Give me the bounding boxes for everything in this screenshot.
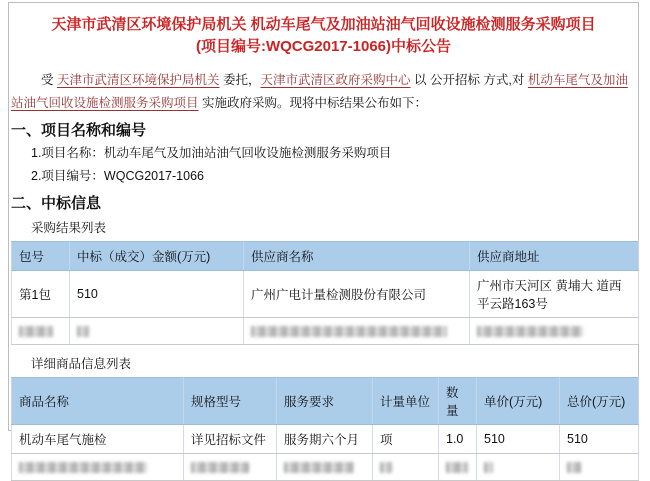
result-header-supplier: 供应商名称 bbox=[244, 242, 470, 271]
detail-header-total-price: 总价(万元) bbox=[560, 378, 639, 425]
redacted-cell bbox=[560, 454, 639, 481]
result-header-package: 包号 bbox=[12, 242, 70, 271]
detail-table-label: 详细商品信息列表 bbox=[31, 357, 132, 371]
redacted-cell bbox=[70, 318, 244, 345]
announcement-title-line2: (项目编号:WQCG2017-1066)中标公告 bbox=[195, 38, 452, 55]
detail-header-service: 服务要求 bbox=[277, 378, 373, 425]
redacted-cell bbox=[439, 454, 477, 481]
announcement-title bbox=[11, 14, 636, 58]
result-table-redacted-row bbox=[12, 318, 639, 345]
project-name-field: 机动车尾气及加油站油气回收设施检测服务采购项目 bbox=[11, 73, 628, 110]
redacted-cell bbox=[12, 454, 184, 481]
result-header-amount: 中标（成交）金额(万元) bbox=[70, 242, 244, 271]
intro-paragraph bbox=[11, 69, 636, 115]
intro-mid2: 以 公开招标 方式,对 bbox=[410, 73, 528, 87]
detail-cell-product: 机动车尾气施检 bbox=[12, 425, 184, 454]
redacted-cell bbox=[12, 318, 70, 345]
redacted-cell bbox=[477, 454, 560, 481]
detail-table-row bbox=[12, 425, 639, 454]
redacted-cell bbox=[184, 454, 277, 481]
detail-header-unit: 计量单位 bbox=[373, 378, 439, 425]
redacted-cell bbox=[244, 318, 470, 345]
result-cell-amount: 510 bbox=[70, 271, 244, 318]
detail-header-product: 商品名称 bbox=[12, 378, 184, 425]
project-name-item: 1.项目名称：机动车尾气及加油站油气回收设施检测服务采购项目 bbox=[31, 146, 392, 160]
result-table-row bbox=[12, 271, 639, 318]
detail-table-redacted-row bbox=[12, 454, 639, 481]
detail-header-spec: 规格型号 bbox=[184, 378, 277, 425]
result-header-address: 供应商地址 bbox=[470, 242, 639, 271]
detail-table-header-row bbox=[12, 378, 639, 425]
detail-cell-total-price: 510 bbox=[560, 425, 639, 454]
detail-cell-unit: 项 bbox=[373, 425, 439, 454]
result-cell-supplier: 广州广电计量检测股份有限公司 bbox=[244, 271, 470, 318]
result-table-label: 采购结果列表 bbox=[31, 221, 107, 235]
result-table-header-row bbox=[12, 242, 639, 271]
announcement-title-line1: 天津市武清区环境保护局机关 机动车尾气及加油站油气回收设施检测服务采购项目 bbox=[51, 16, 596, 33]
detail-cell-spec: 详见招标文件 bbox=[184, 425, 277, 454]
detail-table bbox=[11, 377, 639, 481]
detail-header-unit-price: 单价(万元) bbox=[477, 378, 560, 425]
project-number-item: 2.项目编号：WQCG2017-1066 bbox=[31, 169, 204, 183]
detail-header-qty: 数量 bbox=[439, 378, 477, 425]
intro-prefix: 受 bbox=[41, 73, 57, 87]
section2-heading: 二、中标信息 bbox=[11, 195, 102, 212]
redacted-cell bbox=[373, 454, 439, 481]
redacted-cell bbox=[470, 318, 639, 345]
detail-cell-qty: 1.0 bbox=[439, 425, 477, 454]
procurement-center-field: 天津市武清区政府采购中心 bbox=[260, 73, 411, 87]
entrusting-org-field: 天津市武清区环境保护局机关 bbox=[56, 73, 220, 87]
result-table bbox=[11, 241, 639, 345]
intro-mid1: 委托， bbox=[219, 73, 261, 87]
section1-heading: 一、项目名称和编号 bbox=[11, 122, 147, 139]
announcement-document bbox=[8, 2, 639, 447]
result-cell-address: 广州市天河区 黄埔大 道西平云路163号 bbox=[470, 271, 639, 318]
detail-cell-unit-price: 510 bbox=[477, 425, 560, 454]
detail-cell-service: 服务期六个月 bbox=[277, 425, 373, 454]
redacted-cell bbox=[277, 454, 373, 481]
result-cell-package: 第1包 bbox=[12, 271, 70, 318]
intro-suffix: 实施政府采购。现将中标结果公布如下： bbox=[198, 96, 427, 110]
